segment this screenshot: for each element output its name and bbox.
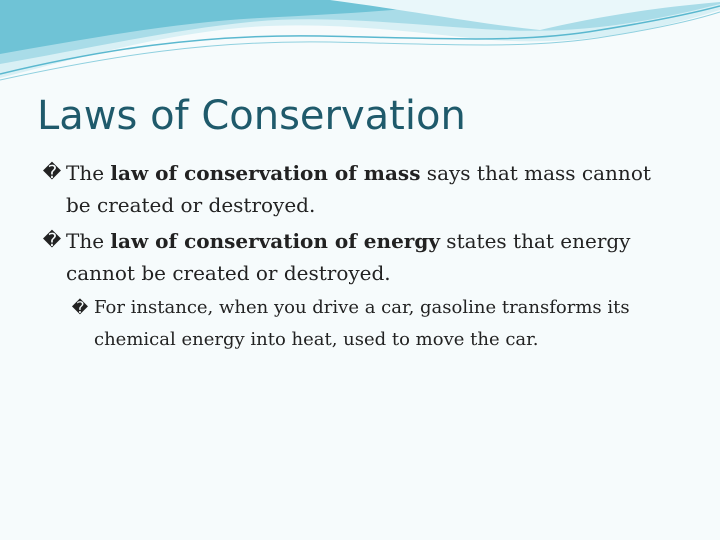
bullet-text-pre: The <box>66 161 111 185</box>
bullet-glyph: � <box>42 230 62 251</box>
sub-bullet-item-example <box>71 292 694 356</box>
bullet-glyph: � <box>42 162 62 183</box>
bullet-text-bold: law of conservation of energy <box>110 229 440 253</box>
slide-title: Laws of Conservation <box>37 93 466 139</box>
bullet-text-post: states that energy cannot be created or destroyed. <box>66 229 631 285</box>
header-wave-decoration <box>0 0 720 90</box>
bullet-glyph: � <box>71 298 89 317</box>
bullet-item-mass <box>42 157 666 221</box>
bullet-text-bold: law of conservation of mass <box>110 161 421 185</box>
bullet-text-post: says that mass cannot be created or destroyed. <box>66 161 651 217</box>
bullet-text-pre: The <box>66 229 111 253</box>
bullet-item-energy <box>42 225 666 289</box>
sub-bullet-text: For instance, when you drive a car, gasoline transforms its chemical energy into heat, used to move the car. <box>94 297 630 350</box>
